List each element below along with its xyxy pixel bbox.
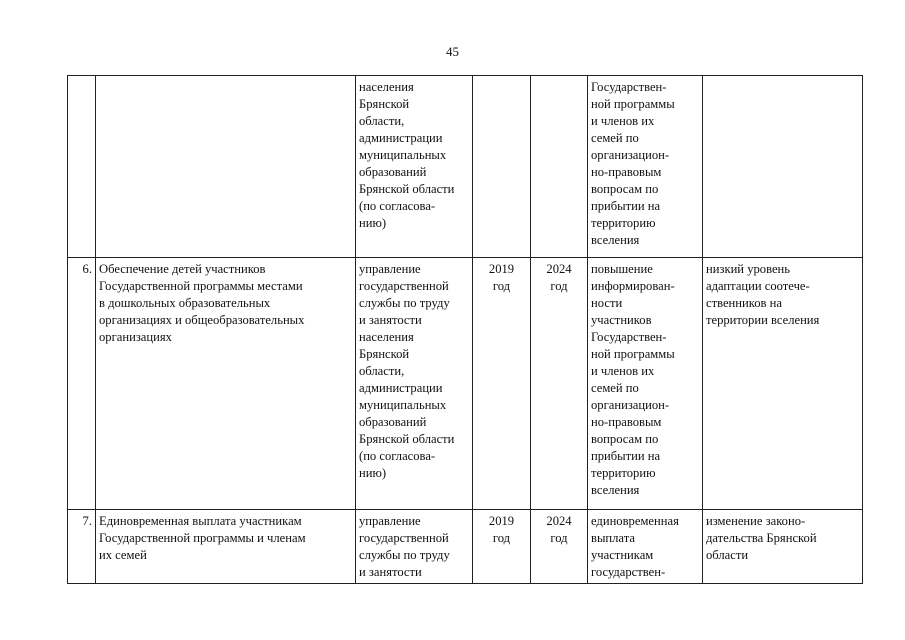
cell-text-line: 2019 xyxy=(488,514,515,528)
cell-text-line: прибытии на xyxy=(591,449,661,463)
cell-text-line: повышение xyxy=(591,262,653,276)
cell-text-line: год xyxy=(492,531,511,545)
cell-text-line: Брянской xyxy=(359,347,410,361)
cell-text-line: вопросам по xyxy=(591,432,659,446)
cell-text-line: Государствен- xyxy=(591,330,667,344)
cell-text-line: управление xyxy=(359,514,421,528)
cell-text-line: семей по xyxy=(591,381,639,395)
program-table xyxy=(67,75,863,584)
cell-text-line: управление xyxy=(359,262,421,276)
cell-text-line: администрации xyxy=(359,381,443,395)
cell-text-line: адаптации соотече- xyxy=(706,279,810,293)
cell-text-line: государственной xyxy=(359,531,449,545)
cell-text-line: 2019 xyxy=(488,262,515,276)
cell-text-line: образований xyxy=(359,165,427,179)
cell-text-line: изменение законо- xyxy=(706,514,806,528)
cell-text-line: службы по труду xyxy=(359,548,450,562)
cell-text-line: и занятости xyxy=(359,313,422,327)
start-year-cell xyxy=(473,258,531,510)
cell-text-line: ной программы xyxy=(591,97,675,111)
row-number-cell: 6. xyxy=(68,258,96,510)
start-year-cell xyxy=(473,76,531,258)
cell-text-line: организациях и общеобразовательных xyxy=(99,313,305,327)
cell-text-line: службы по труду xyxy=(359,296,450,310)
end-year-cell xyxy=(531,76,588,258)
cell-text-line: нию) xyxy=(359,216,387,230)
cell-text-line: год xyxy=(550,279,568,293)
table-row-7 xyxy=(68,510,863,584)
cell-text-line: дательства Брянской xyxy=(706,531,817,545)
cell-text-line: их семей xyxy=(99,548,147,562)
cell-text-line: единовременная xyxy=(591,514,679,528)
executor-cell xyxy=(356,258,473,510)
cell-text-line: населения xyxy=(359,330,414,344)
cell-text-line: участников xyxy=(591,313,652,327)
cell-text-line: но-правовым xyxy=(591,415,662,429)
cell-text-line: 2024 xyxy=(546,262,572,276)
cell-text-line: Государственной программы местами xyxy=(99,279,303,293)
risk-cell xyxy=(703,76,863,258)
cell-text-line: организацион- xyxy=(591,148,670,162)
expected-result-cell xyxy=(588,258,703,510)
cell-text-line: территории вселения xyxy=(706,313,820,327)
cell-text-line: Единовременная выплата участникам xyxy=(99,514,302,528)
cell-text-line: Государствен- xyxy=(591,80,667,94)
cell-text-line: и членов их xyxy=(591,114,655,128)
page-number: 45 xyxy=(446,44,459,59)
cell-text-line: государственной xyxy=(359,279,449,293)
cell-text-line: вселения xyxy=(591,483,640,497)
cell-text-line: Брянской области xyxy=(359,432,455,446)
cell-text-line: 2024 xyxy=(546,514,572,528)
cell-text-line: в дошкольных образовательных xyxy=(99,296,271,310)
cell-text-line: вселения xyxy=(591,233,640,247)
cell-text-line: образований xyxy=(359,415,427,429)
cell-text-line: год xyxy=(492,279,511,293)
cell-text-line: и занятости xyxy=(359,565,422,579)
cell-text-line: Государственной программы и членам xyxy=(99,531,306,545)
start-year-cell xyxy=(473,510,531,584)
cell-text-line: области, xyxy=(359,364,405,378)
executor-cell xyxy=(356,76,473,258)
cell-text-line: государствен- xyxy=(591,565,666,579)
expected-result-cell xyxy=(588,510,703,584)
measure-name-cell xyxy=(96,258,356,510)
cell-text-line: и членов их xyxy=(591,364,655,378)
cell-text-line: территорию xyxy=(591,466,656,480)
cell-text-line: вопросам по xyxy=(591,182,659,196)
risk-cell xyxy=(703,258,863,510)
cell-text-line: (по согласова- xyxy=(359,199,436,213)
cell-text-line: администрации xyxy=(359,131,443,145)
cell-text-line: населения xyxy=(359,80,414,94)
cell-text-line: Обеспечение детей участников xyxy=(99,262,266,276)
cell-text-line: территорию xyxy=(591,216,656,230)
cell-text-line: муниципальных xyxy=(359,398,447,412)
cell-text-line: ственников на xyxy=(706,296,782,310)
cell-text-line: ности xyxy=(591,296,623,310)
cell-text-line: (по согласова- xyxy=(359,449,436,463)
measure-name-cell xyxy=(96,510,356,584)
table-row-continuation xyxy=(68,76,863,258)
executor-cell xyxy=(356,510,473,584)
table-row-6 xyxy=(68,258,863,510)
cell-text-line: Брянской xyxy=(359,97,410,111)
expected-result-cell xyxy=(588,76,703,258)
row-number-cell xyxy=(68,76,96,258)
cell-text-line: нию) xyxy=(359,466,387,480)
cell-text-line: прибытии на xyxy=(591,199,661,213)
cell-text-line: области xyxy=(706,548,749,562)
cell-text-line: год xyxy=(550,531,568,545)
cell-text-line: участникам xyxy=(591,548,654,562)
cell-text-line: но-правовым xyxy=(591,165,662,179)
row-number-cell: 7. xyxy=(68,510,96,584)
cell-text-line: области, xyxy=(359,114,405,128)
cell-text-line: организациях xyxy=(99,330,172,344)
cell-text-line: низкий уровень xyxy=(706,262,791,276)
measure-name-cell xyxy=(96,76,356,258)
cell-text-line: выплата xyxy=(591,531,635,545)
cell-text-line: семей по xyxy=(591,131,639,145)
cell-text-line: муниципальных xyxy=(359,148,447,162)
cell-text-line: организацион- xyxy=(591,398,670,412)
end-year-cell xyxy=(531,510,588,584)
cell-text-line: ной программы xyxy=(591,347,675,361)
cell-text-line: информирован- xyxy=(591,279,675,293)
end-year-cell xyxy=(531,258,588,510)
cell-text-line: Брянской области xyxy=(359,182,455,196)
risk-cell xyxy=(703,510,863,584)
